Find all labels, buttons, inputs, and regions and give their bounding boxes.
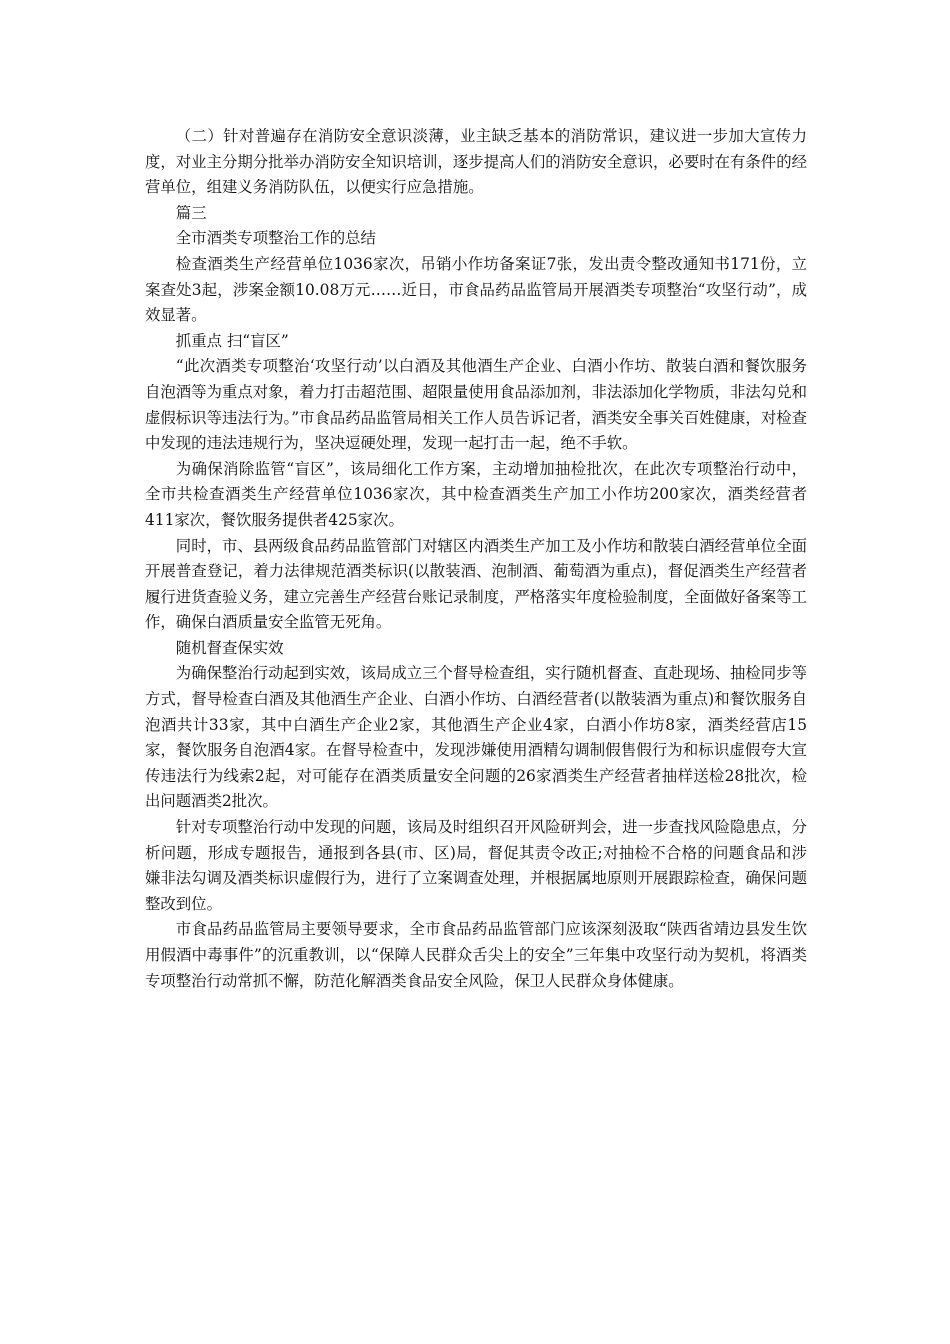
subheading-random-inspection: 随机督查保实效 [175,638,284,657]
paragraph-targets: “此次酒类专项整治‘攻坚行动’以白酒及其他酒生产企业、白酒小作坊、散装白酒和餐饮服务自泡酒等为重点对象，着力打击超范围、超限量使用食品添加剂，非法添加化学物质，非法勾兑和虚假标识等违法行为。”市食品药品监管局相关工作人员告诉记者，酒类安全事关百姓健康，对检查中发现的违法违规行为，坚决逗硬处理，发现一起打击一起，绝不手软。 [145,357,807,453]
paragraph-blind-spots: 为确保消除监管“盲区”，该局细化工作方案，主动增加抽检批次，在此次专项整治行动中，全市共检查酒类生产经营单位1036家次，其中检查酒类生产加工小作坊200家次，酒类经营者411家次，餐饮服务提供者425家次。 [145,459,807,529]
paragraph-summary: 检查酒类生产经营单位1036家次，吊销小作坊备案证7张，发出责令整改通知书171份，立案查处3起，涉案金额10.08万元……近日，市食品药品监管局开展酒类专项整治“攻坚行动”，成效显著。 [145,254,807,325]
paragraph-risk-review: 针对专项整治行动中发现的问题，该局及时组织召开风险研判会，进一步查找风险隐患点，分析问题，形成专题报告，通报到各县(市、区)局，督促其责令改正;对抽检不合格的问题食品和涉嫌非法勾调及酒类标识虚假行为，进行了立案调查处理，并根据属地原则开展跟踪检查，确保问题整改到位。 [145,818,807,913]
section-label: 篇三 [175,203,207,222]
paragraph-registration: 同时，市、县两级食品药品监管部门对辖区内酒类生产加工及小作坊和散装白酒经营单位全面开展普查登记，着力法律规范酒类标识(以散装酒、泡制酒、葡萄酒为重点)，督促酒类生产经营者履行进货查验义务，建立完善生产经营台账记录制度，严格落实年度检验制度，全面做好备案等工作，确保白酒质量安全监管无死角。 [145,536,807,632]
paragraph-leadership: 市食品药品监管局主要领导要求，全市食品药品监管部门应该深刻汲取“陕西省靖边县发生饮用假酒中毒事件”的沉重教训，以“保障人民群众舌尖上的安全”三年集中攻坚行动为契机，将酒类专项整治行动常抓不懈，防范化解酒类食品安全风险，保卫人民群众身体健康。 [145,920,807,990]
paragraph-inspection-groups: 为确保整治行动起到实效，该局成立三个督导检查组，实行随机督查、直赴现场、抽检同步等方式，督导检查白酒及其他酒生产企业、白酒小作坊、白酒经营者(以散装酒为重点)和餐饮服务自泡酒共计33家，其中白酒生产企业2家，其他酒生产企业4家，白酒小作坊8家，酒类经营店15家，餐饮服务自泡酒4家。在督导检查中，发现涉嫌使用酒精勾调制假售假行为和标识虚假夸大宣传违法行为线索2起，对可能存在酒类质量安全问题的26家酒类生产经营者抽样送检28批次，检出问题酒类2批次。 [145,664,807,811]
document-title: 全市酒类专项整治工作的总结 [175,229,376,248]
subheading-key-points: 抓重点 扫“盲区” [175,331,289,350]
document-body [145,124,807,994]
paragraph-fire-safety: （二）针对普遍存在消防安全意识淡薄，业主缺乏基本的消防常识，建议进一步加大宣传力度，对业主分期分批举办消防安全知识培训，逐步提高人们的消防安全意识，必要时在有条件的经营单位，组建义务消防队伍，以便实行应急措施。 [145,127,807,197]
